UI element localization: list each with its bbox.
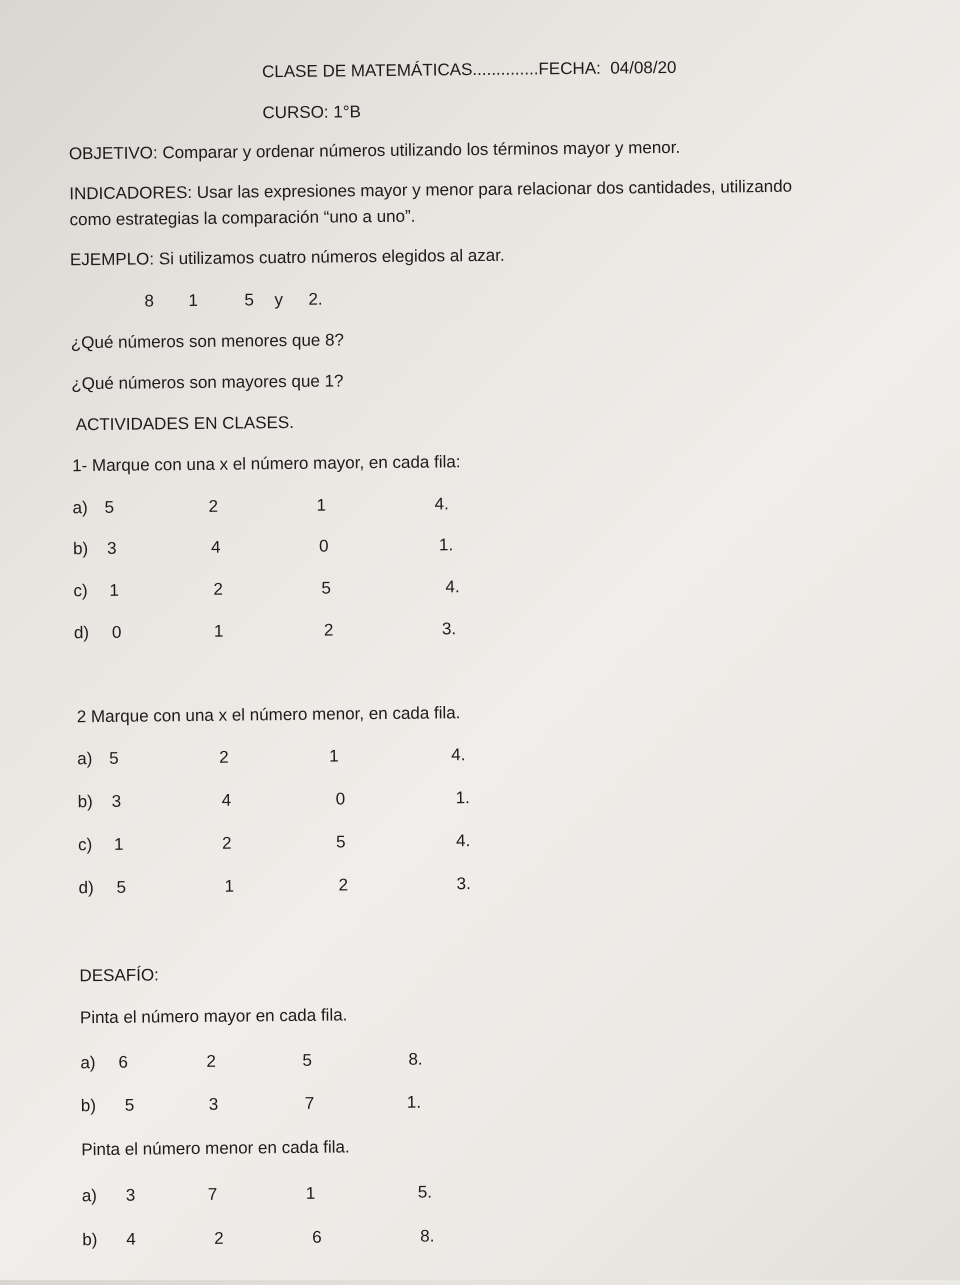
objetivo-text: OBJETIVO: Comparar y ordenar números utilizando los términos mayor y menor. — [68, 137, 681, 164]
row-value: 4. — [456, 831, 471, 851]
row-label: a) — [81, 1186, 98, 1206]
row-value: 6 — [118, 1052, 128, 1072]
exercise-1-title: 1- Marque con una x el número mayor, en cada fila: — [72, 452, 461, 476]
row-value: 4. — [451, 745, 466, 765]
row-label: b) — [80, 1096, 97, 1116]
row-label: a) — [72, 498, 88, 518]
row-value: 2 — [323, 620, 334, 640]
exercise-1-row-d — [74, 618, 594, 647]
exercise-1-row-c — [73, 576, 593, 605]
row-value: 2 — [213, 579, 224, 599]
row-value: 1 — [114, 834, 124, 854]
exercise-1-row-a — [72, 493, 592, 522]
ejemplo-number: 8 — [144, 291, 154, 311]
row-value: 2 — [206, 1051, 216, 1071]
ejemplo-number: 5 — [244, 290, 254, 310]
row-label: c) — [78, 835, 93, 855]
row-value: 3 — [208, 1094, 219, 1114]
row-value: 1 — [329, 746, 339, 766]
row-value: 3 — [106, 538, 117, 558]
class-title: CLASE DE MATEMÁTICAS — [261, 60, 473, 82]
exercise-2-row-a — [77, 744, 597, 773]
row-value: 1. — [406, 1092, 422, 1112]
row-value: 5. — [417, 1182, 433, 1202]
row-value: 1 — [224, 876, 235, 896]
ejemplo-text: EJEMPLO: Si utilizamos cuatro números elegidos al azar. — [69, 245, 505, 270]
question-menores: ¿Qué números son menores que 8? — [70, 330, 345, 353]
desafio-part-2-title: Pinta el número menor en cada fila. — [81, 1137, 350, 1160]
row-value: 8. — [420, 1226, 435, 1246]
curso-line: CURSO: 1°B — [262, 102, 361, 123]
exercise-2-row-c — [78, 830, 598, 859]
ejemplo-number: 1 — [188, 290, 198, 311]
row-value: 1 — [109, 580, 120, 600]
ejemplo-numbers — [70, 287, 590, 316]
row-value: 5 — [321, 578, 332, 598]
row-value: 8. — [408, 1049, 423, 1069]
row-value: 2 — [338, 875, 349, 895]
row-value: 7 — [304, 1093, 315, 1113]
row-value: 0 — [111, 622, 122, 642]
desafio-heading: DESAFÍO: — [79, 965, 159, 986]
row-value: 0 — [335, 789, 346, 809]
ejemplo-number: 2. — [308, 289, 323, 309]
row-value: 5 — [116, 877, 127, 897]
row-value: 1 — [316, 495, 327, 515]
row-value: 2 — [208, 496, 219, 516]
desafio-part-2-row-b — [82, 1225, 602, 1254]
row-value: 7 — [207, 1184, 218, 1204]
desafio-part-1-title: Pinta el número mayor en cada fila. — [79, 1005, 348, 1028]
fecha-label: FECHA: — [538, 58, 601, 79]
actividades-heading: ACTIVIDADES EN CLASES. — [75, 412, 295, 435]
row-value: 6 — [312, 1227, 322, 1247]
desafio-part-1-row-b — [81, 1091, 601, 1120]
exercise-2-row-d — [78, 873, 598, 902]
row-label: a) — [80, 1053, 96, 1073]
row-label: d) — [78, 878, 94, 898]
exercise-1-row-b — [73, 534, 593, 563]
question-mayores: ¿Qué números son mayores que 1? — [71, 371, 344, 394]
row-value: 3 — [125, 1185, 136, 1205]
exercise-2-title: 2 Marque con una x el número menor, en cada fila. — [76, 703, 461, 727]
indicadores-line-1: INDICADORES: Usar las expresiones mayor y menor para relacionar dos cantidades, utilizando — [69, 176, 793, 204]
row-label: d) — [73, 623, 90, 643]
row-value: 5 — [104, 497, 115, 517]
row-value: 2 — [222, 833, 232, 853]
row-value: 5 — [302, 1050, 312, 1070]
row-value: 4. — [434, 494, 449, 514]
row-label: b) — [77, 792, 93, 812]
row-value: 4 — [126, 1229, 136, 1249]
row-value: 4 — [210, 537, 221, 557]
row-label: c) — [73, 581, 88, 601]
row-value: 4 — [221, 790, 232, 810]
row-value: 5 — [109, 748, 119, 768]
row-value: 5 — [336, 832, 346, 852]
row-value: 1. — [455, 788, 470, 808]
row-value: 1 — [213, 621, 224, 641]
fecha-value: 04/08/20 — [610, 57, 677, 78]
row-value: 1. — [438, 535, 454, 555]
row-value: 1 — [305, 1183, 316, 1203]
exercise-2-row-b — [78, 787, 598, 816]
row-value: 0 — [318, 536, 329, 556]
indicadores-line-2: como estrategias la comparación “uno a uno”. — [69, 206, 416, 230]
row-value: 2 — [214, 1228, 224, 1248]
row-value: 5 — [124, 1095, 135, 1115]
header-line — [262, 58, 677, 82]
row-value: 3. — [456, 874, 471, 894]
row-value: 3. — [441, 619, 457, 639]
title-dots: .............. — [472, 59, 539, 80]
desafio-part-2-row-a — [82, 1181, 602, 1210]
row-label: b) — [82, 1230, 98, 1250]
row-value: 4. — [445, 577, 460, 597]
row-label: b) — [72, 539, 89, 559]
row-value: 3 — [111, 791, 122, 811]
row-label: a) — [77, 749, 93, 769]
ejemplo-conjunction: y — [274, 290, 284, 310]
row-value: 2 — [219, 747, 229, 767]
desafio-part-1-row-a — [80, 1048, 600, 1077]
